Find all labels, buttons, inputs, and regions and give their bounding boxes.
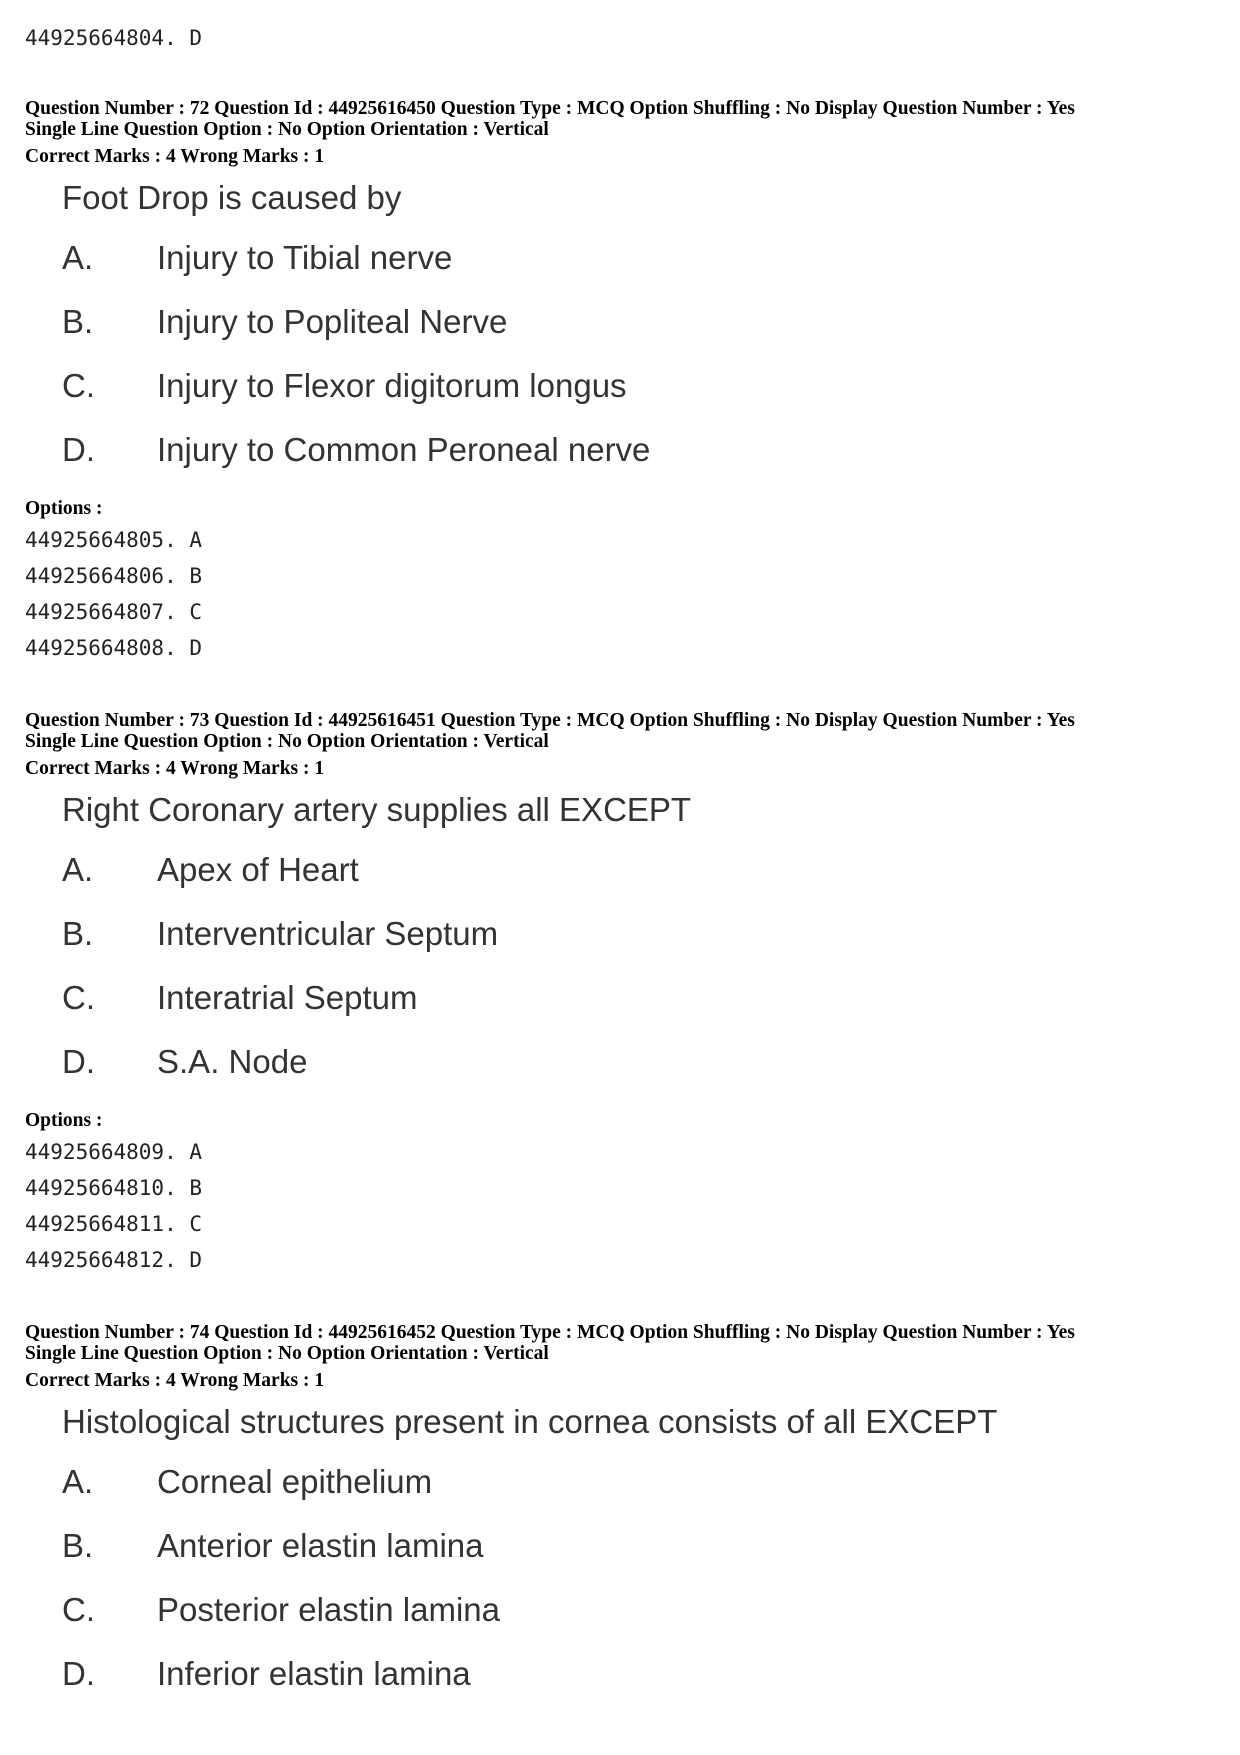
question-block-73 (25, 710, 1225, 1107)
choice-letter: C. (62, 1591, 95, 1628)
choice-text: Injury to Popliteal Nerve (157, 303, 508, 340)
option-id: 44925664811. C (25, 1212, 203, 1236)
choice-c (25, 367, 1225, 431)
option-id: 44925664806. B (25, 564, 203, 588)
choice-b (25, 1527, 1225, 1591)
choice-c (25, 979, 1225, 1043)
option-id: 44925664807. C (25, 600, 203, 624)
choice-text: Injury to Tibial nerve (157, 239, 453, 276)
choice-letter: C. (62, 979, 95, 1016)
question-marks: Correct Marks : 4 Wrong Marks : 1 (25, 146, 325, 167)
choice-letter: A. (62, 1463, 94, 1500)
choice-letter: A. (62, 239, 94, 276)
choice-c (25, 1591, 1225, 1655)
choice-letter: B. (62, 1527, 94, 1564)
option-id: 44925664808. D (25, 636, 203, 660)
choice-d (25, 431, 1225, 495)
question-meta-line2: Single Line Question Option : No Option Orientation : Vertical (25, 731, 549, 752)
question-text: Histological structures present in cornea consists of all EXCEPT (62, 1403, 998, 1440)
choice-text: Apex of Heart (157, 851, 359, 888)
question-meta: Question Number : 74 Question Id : 44925616452 Question Type : MCQ Option Shuffling : No Display Question Number : Yes (25, 1322, 1075, 1343)
question-meta: Question Number : 72 Question Id : 44925616450 Question Type : MCQ Option Shuffling : No Display Question Number : Yes (25, 98, 1075, 119)
question-meta-line2: Single Line Question Option : No Option Orientation : Vertical (25, 119, 549, 140)
question-meta: Question Number : 73 Question Id : 44925616451 Question Type : MCQ Option Shuffling : No Display Question Number : Yes (25, 710, 1075, 731)
choice-text: Anterior elastin lamina (157, 1527, 484, 1564)
question-text: Right Coronary artery supplies all EXCEPT (62, 791, 692, 828)
question-marks: Correct Marks : 4 Wrong Marks : 1 (25, 1370, 325, 1391)
choice-text: Injury to Common Peroneal nerve (157, 431, 651, 468)
choice-d (25, 1043, 1225, 1107)
choice-d (25, 1655, 1225, 1719)
choice-b (25, 915, 1225, 979)
choice-text: Interventricular Septum (157, 915, 499, 952)
choice-text: Corneal epithelium (157, 1463, 433, 1500)
choice-text: Interatrial Septum (157, 979, 418, 1016)
choice-text: Posterior elastin lamina (157, 1591, 500, 1628)
choice-text: Inferior elastin lamina (157, 1655, 471, 1692)
choice-letter: A. (62, 851, 94, 888)
choice-b (25, 303, 1225, 367)
choice-a (25, 239, 1225, 303)
question-meta-line2: Single Line Question Option : No Option Orientation : Vertical (25, 1343, 549, 1364)
choice-a (25, 1463, 1225, 1527)
options-label: Options : (25, 1110, 103, 1131)
choice-letter: D. (62, 431, 95, 468)
choice-letter: D. (62, 1043, 95, 1080)
choice-letter: B. (62, 303, 94, 340)
question-block-72 (25, 98, 1225, 495)
choice-text: Injury to Flexor digitorum longus (157, 367, 627, 404)
options-label: Options : (25, 498, 103, 519)
question-text: Foot Drop is caused by (62, 179, 402, 216)
option-id: 44925664809. A (25, 1140, 203, 1164)
question-marks: Correct Marks : 4 Wrong Marks : 1 (25, 758, 325, 779)
choice-letter: B. (62, 915, 94, 952)
option-id: 44925664805. A (25, 528, 203, 552)
option-id: 44925664812. D (25, 1248, 203, 1272)
option-id: 44925664810. B (25, 1176, 203, 1200)
choice-a (25, 851, 1225, 915)
choice-text: S.A. Node (157, 1043, 308, 1080)
question-block-74 (25, 1322, 1225, 1719)
option-id: 44925664804. D (25, 26, 203, 50)
choice-letter: C. (62, 367, 95, 404)
choice-letter: D. (62, 1655, 95, 1692)
